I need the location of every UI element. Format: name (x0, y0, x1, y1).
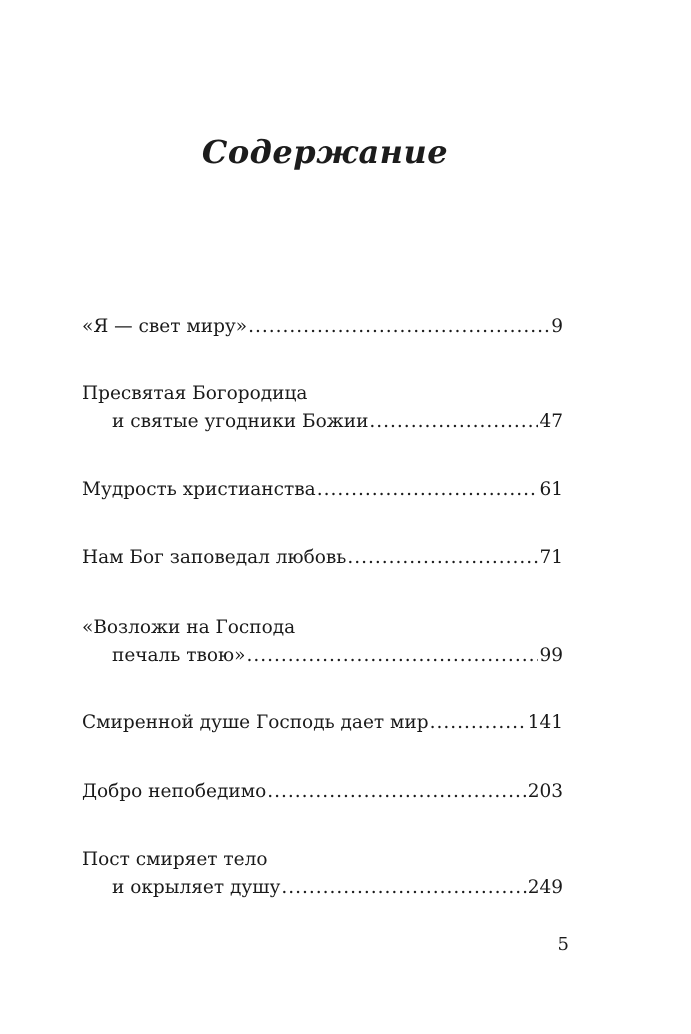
toc-entry[interactable] (82, 313, 563, 341)
toc-page-number: 203 (527, 781, 563, 802)
toc-page-number: 141 (527, 712, 563, 733)
toc-entry-title: «Я — свет миру» (82, 316, 248, 337)
toc-entry[interactable] (82, 544, 563, 572)
toc-entry-title: Смиренной душе Господь дает мир (82, 712, 429, 733)
toc-entry-title: Добро непобедимо (82, 781, 267, 802)
toc-leader-dots (246, 642, 538, 670)
toc-entry-title: «Возложи на Господа (82, 617, 296, 638)
toc-entry-title: Пресвятая Богородица (82, 383, 308, 404)
toc-leader-dots (281, 874, 526, 902)
toc-entry-title-continued: и окрыляет душу (112, 877, 281, 898)
toc-page-number: 71 (539, 547, 563, 568)
toc-page-number: 61 (539, 479, 563, 500)
toc-page-number: 249 (527, 877, 563, 898)
toc-entry-title: Мудрость христианства (82, 479, 316, 500)
toc-entry-title-continued: и святые угодники Божии (112, 411, 369, 432)
page-title: Содержание (201, 133, 449, 171)
toc-page-number: 99 (539, 645, 563, 666)
toc-entry-title: Пост смиряет тело (82, 849, 268, 870)
toc-leader-dots (317, 476, 539, 504)
toc-entry[interactable] (82, 614, 563, 670)
toc-leader-dots (430, 709, 527, 737)
toc-entry[interactable] (82, 709, 563, 737)
toc-entry-title: Нам Бог заповедал любовь (82, 547, 347, 568)
toc-entry[interactable] (82, 476, 563, 504)
toc-entry[interactable] (82, 380, 563, 436)
toc-leader-dots (347, 544, 538, 572)
toc-leader-dots (248, 313, 550, 341)
toc-entry[interactable] (82, 778, 563, 806)
page-number: 5 (557, 934, 569, 955)
toc-page-number: 47 (539, 411, 563, 432)
toc-entry[interactable] (82, 846, 563, 902)
toc-page-number: 9 (551, 316, 563, 337)
toc-entry-title-continued: печаль твою» (112, 645, 246, 666)
toc-leader-dots (369, 408, 538, 436)
toc-leader-dots (267, 778, 526, 806)
